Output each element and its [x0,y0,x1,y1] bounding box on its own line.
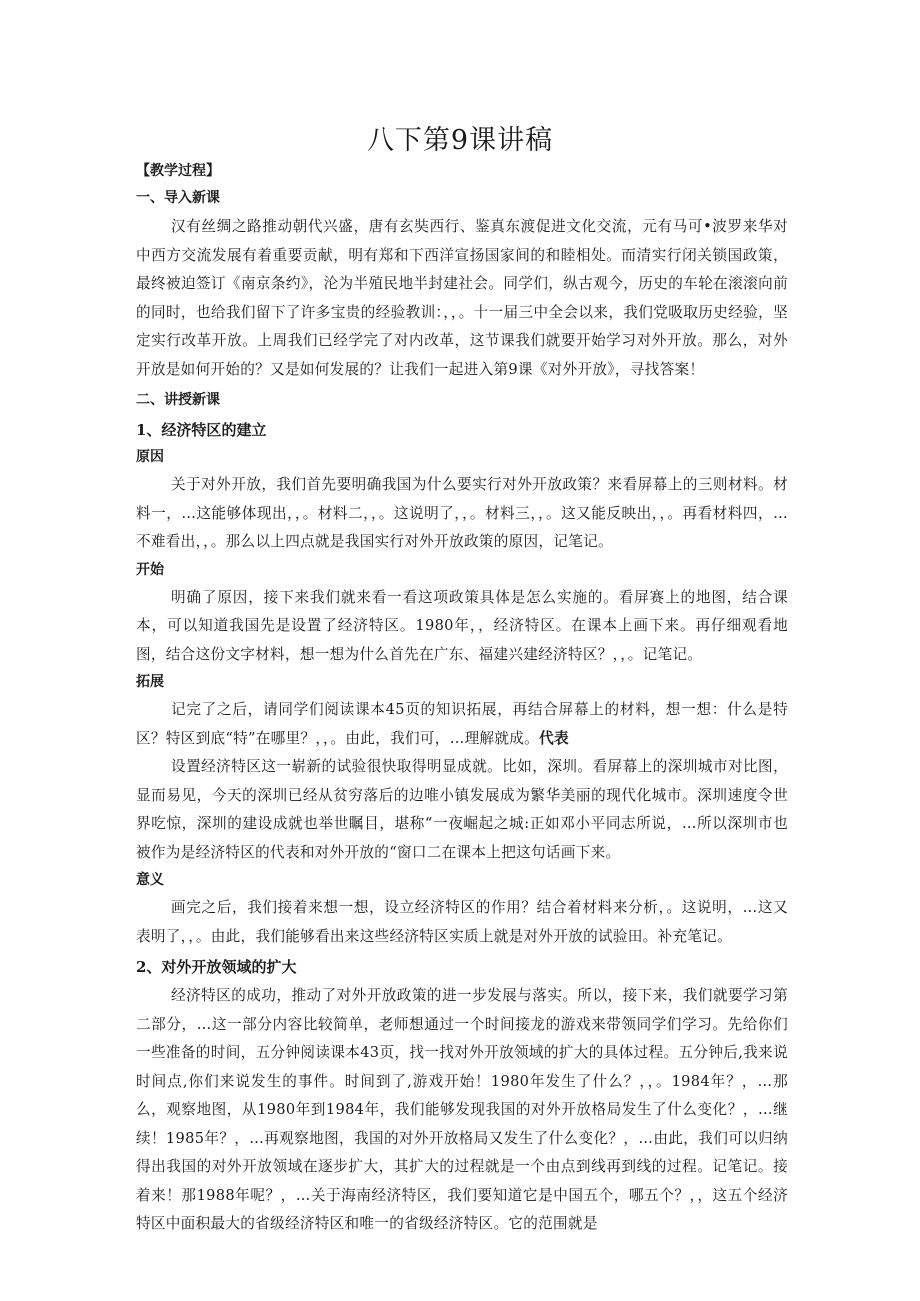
lecture-section-heading: 二、讲授新课 [136,392,220,408]
part1-heading: 1、经济特区的建立 [136,421,267,439]
document-title: 八下第9课讲稿 [366,125,554,156]
expand-paragraph [136,696,788,753]
start-paragraph: 明确了原因，接下来我们就来看一看这项政策具体是怎么实施的。看屏赛上的地图，结合课本，可以知道我国先是设置了经济特区。1980年，，经济特区。在课本上画下来。再仔细观看地图，结合这份文字材料，想一想为什么首先在广东、福建兴建经济特区？，，。记笔记。 [136,588,788,663]
intro-paragraph: 汉有丝绸之路推动朝代兴盛，唐有玄奘西行、鉴真东渡促进文化交流，元有马可•波罗来华对中西方交流发展有着重要贡献，明有郑和下西洋宣扬国家间的和睦相处。而清实行闭关锁国政策，最终被迫签订《南京条约》，沦为半殖民地半封建社会。同学们，纵古观今，历史的车轮在滚滚向前的同时，也给我们留下了许多宝贵的经验教训：，，。十一届三中全会以来，我们党吸取历史经验，坚定实行改革开放。上周我们已经学完了对内改革，这节课我们就要开始学习对外开放。那么，对外开放是如何开始的？又是如何发展的？让我们一起进入第9课《对外开放》，寻找答案！ [136,218,788,378]
start-subheading: 开始 [136,561,164,578]
representative-inline-heading: 代表 [539,729,569,747]
reason-paragraph: 关于对外开放，我们首先要明确我国为什么要实行对外开放政策？来看屏幕上的三则材料。材料一，…这能够体现出，，。材料二，，。这说明了，，。材料三，，。这又能反映出，，。再看材料四，…不难看出，，。那么以上四点就是我国实行对外开放政策的原因，记笔记。 [136,476,788,550]
representative-paragraph: 设置经济特区这一崭新的试验很快取得明显成就。比如，深圳。看屏幕上的深圳城市对比图，显而易见，今天的深圳已经从贫穷落后的边唯小镇发展成为繁华美丽的现代化城市。深圳速度令世界吃惊，深圳的建设成就也举世瞩目，堪称“一夜崛起之城:正如邓小平同志所说，…所以深圳市也被作为是经济特区的代表和对外开放的“窗口二在课本上把这句话画下来。 [136,758,788,861]
document-body [136,158,788,1239]
intro-section-heading: 一、导入新课 [136,190,220,206]
meaning-paragraph: 画完之后，我们接着来想一想，设立经济特区的作用？结合着材料来分析，。这说明，…这又表明了，，。由此，我们能够看出来这些经济特区实质上就是对外开放的试验田。补充笔记。 [136,899,788,945]
meaning-subheading: 意义 [136,872,164,888]
expand-subheading: 拓展 [136,674,164,690]
teaching-process-heading: 【教学过程】 [136,163,220,179]
reason-subheading: 原因 [136,449,164,465]
expand-paragraph-text: 记完了之后，请同学们阅读课本45页的知识拓展，再结合屏幕上的材料，想一想：什么是特区？特区到底“特”在哪里？，，。由此，我们可，…理解就成。 [136,701,788,747]
part2-paragraph: 经济特区的成功，推动了对外开放政策的进一步发展与落实。所以，接下来，我们就要学习第二部分，…这一部分内容比较简单，老师想通过一个时间接龙的游戏来带领同学们学习。先给你们一些准备的时间，五分钟阅读课本43页，找一找对外开放领域的扩大的具体过程。五分钟后,我来说时间点,你们来说发生的事件。时间到了,游戏开始！1980年发生了什么？，，。1984年？，…那么，观察地图，从1980年到1984年，我们能够发现我国的对外开放格局发生了什么变化？，…继续！1985年？，…再观察地图，我国的对外开放格局又发生了什么变化？，…由此，我们可以归纳得出我国的对外开放领域在逐步扩大，其扩大的过程就是一个由点到线再到线的过程。记笔记。接着来！那1988年呢？，…关于海南经济特区，我们要知道它是中国五个，哪五个？，，这五个经济特区中面积最大的省级经济特区和唯一的省级经济特区。它的范围就是 [136,987,788,1232]
part2-heading: 2、对外开放领域的扩大 [136,958,297,976]
